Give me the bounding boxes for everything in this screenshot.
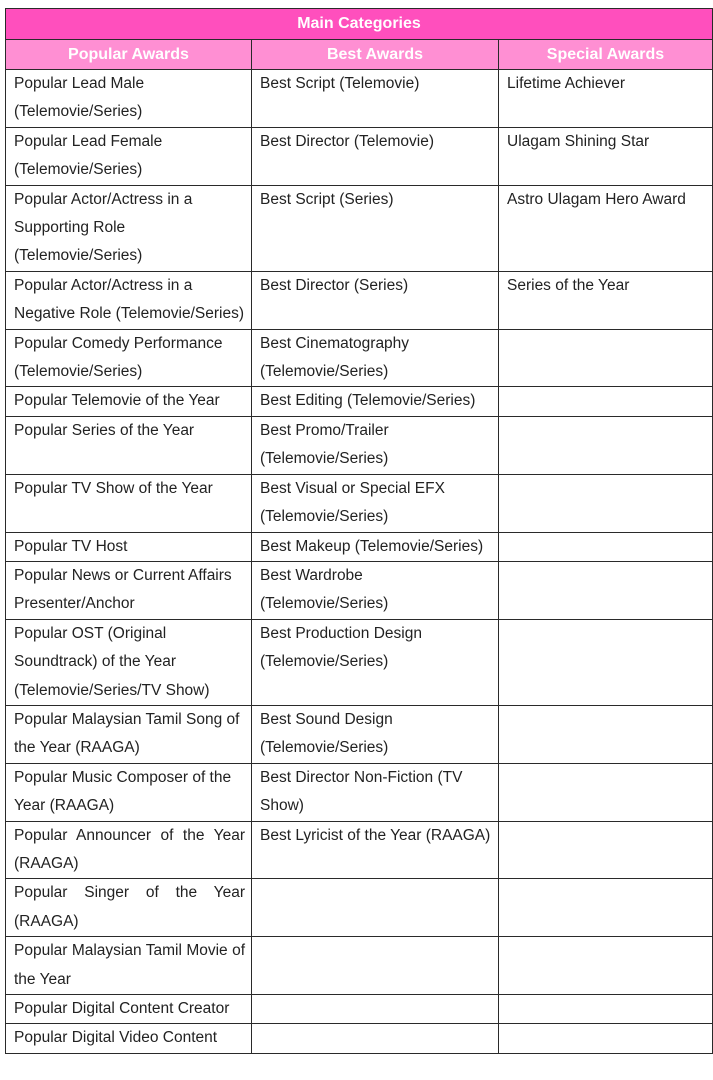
column-header-special-awards: Special Awards	[499, 40, 713, 70]
best-award-cell: Best Wardrobe (Telemovie/Series)	[252, 561, 499, 619]
popular-award-cell: Popular Series of the Year	[6, 416, 252, 474]
best-award-cell: Best Promo/Trailer (Telemovie/Series)	[252, 416, 499, 474]
special-award-cell	[499, 619, 713, 705]
best-award-cell: Best Sound Design (Telemovie/Series)	[252, 705, 499, 763]
popular-award-cell: Popular Music Composer of the Year (RAAGA)	[6, 763, 252, 821]
column-header-popular-awards: Popular Awards	[6, 40, 252, 70]
table-title-row	[6, 9, 713, 40]
special-award-cell	[499, 329, 713, 387]
popular-award-cell: Popular Singer of the Year (RAAGA)	[6, 879, 252, 937]
special-award-cell	[499, 474, 713, 532]
table-row	[6, 937, 713, 995]
best-award-cell: Best Visual or Special EFX (Telemovie/Series)	[252, 474, 499, 532]
table-title: Main Categories	[6, 9, 713, 40]
special-award-cell: Astro Ulagam Hero Award	[499, 185, 713, 271]
best-award-cell	[252, 937, 499, 995]
popular-award-cell: Popular Lead Female (Telemovie/Series)	[6, 127, 252, 185]
popular-award-cell: Popular Telemovie of the Year	[6, 387, 252, 416]
table-row	[6, 329, 713, 387]
popular-award-cell: Popular Digital Content Creator	[6, 995, 252, 1024]
special-award-cell: Lifetime Achiever	[499, 70, 713, 128]
special-award-cell	[499, 937, 713, 995]
table-row	[6, 1024, 713, 1053]
table-row	[6, 387, 713, 416]
special-award-cell: Ulagam Shining Star	[499, 127, 713, 185]
best-award-cell: Best Lyricist of the Year (RAAGA)	[252, 821, 499, 879]
popular-award-cell: Popular Comedy Performance (Telemovie/Series)	[6, 329, 252, 387]
best-award-cell: Best Director (Telemovie)	[252, 127, 499, 185]
table-row	[6, 995, 713, 1024]
best-award-cell	[252, 995, 499, 1024]
table-row	[6, 763, 713, 821]
best-award-cell	[252, 1024, 499, 1053]
table-row	[6, 416, 713, 474]
table-row	[6, 127, 713, 185]
table-row	[6, 70, 713, 128]
table-row	[6, 185, 713, 271]
special-award-cell	[499, 821, 713, 879]
table-row	[6, 619, 713, 705]
best-award-cell: Best Director (Series)	[252, 271, 499, 329]
popular-award-cell: Popular Announcer of the Year (RAAGA)	[6, 821, 252, 879]
popular-award-cell: Popular Digital Video Content	[6, 1024, 252, 1053]
special-award-cell	[499, 879, 713, 937]
special-award-cell	[499, 763, 713, 821]
special-award-cell	[499, 1024, 713, 1053]
table-row	[6, 561, 713, 619]
popular-award-cell: Popular Actor/Actress in a Supporting Role (Telemovie/Series)	[6, 185, 252, 271]
popular-award-cell: Popular Malaysian Tamil Movie of the Year	[6, 937, 252, 995]
best-award-cell: Best Director Non-Fiction (TV Show)	[252, 763, 499, 821]
best-award-cell: Best Script (Telemovie)	[252, 70, 499, 128]
table-row	[6, 532, 713, 561]
column-header-best-awards: Best Awards	[252, 40, 499, 70]
popular-award-cell: Popular TV Show of the Year	[6, 474, 252, 532]
popular-award-cell: Popular Actor/Actress in a Negative Role (Telemovie/Series)	[6, 271, 252, 329]
award-categories-table	[5, 8, 713, 1054]
best-award-cell: Best Script (Series)	[252, 185, 499, 271]
best-award-cell: Best Editing (Telemovie/Series)	[252, 387, 499, 416]
special-award-cell	[499, 532, 713, 561]
best-award-cell: Best Makeup (Telemovie/Series)	[252, 532, 499, 561]
special-award-cell	[499, 705, 713, 763]
best-award-cell	[252, 879, 499, 937]
popular-award-cell: Popular Malaysian Tamil Song of the Year (RAAGA)	[6, 705, 252, 763]
special-award-cell	[499, 995, 713, 1024]
table-header-row	[6, 40, 713, 70]
special-award-cell: Series of the Year	[499, 271, 713, 329]
table-row	[6, 474, 713, 532]
popular-award-cell: Popular TV Host	[6, 532, 252, 561]
table-row	[6, 879, 713, 937]
table-row	[6, 271, 713, 329]
special-award-cell	[499, 561, 713, 619]
table-row	[6, 821, 713, 879]
popular-award-cell: Popular News or Current Affairs Presenter/Anchor	[6, 561, 252, 619]
special-award-cell	[499, 416, 713, 474]
best-award-cell: Best Cinematography (Telemovie/Series)	[252, 329, 499, 387]
best-award-cell: Best Production Design (Telemovie/Series)	[252, 619, 499, 705]
award-categories-table-wrapper	[5, 8, 712, 1054]
popular-award-cell: Popular OST (Original Soundtrack) of the Year (Telemovie/Series/TV Show)	[6, 619, 252, 705]
special-award-cell	[499, 387, 713, 416]
table-row	[6, 705, 713, 763]
popular-award-cell: Popular Lead Male (Telemovie/Series)	[6, 70, 252, 128]
